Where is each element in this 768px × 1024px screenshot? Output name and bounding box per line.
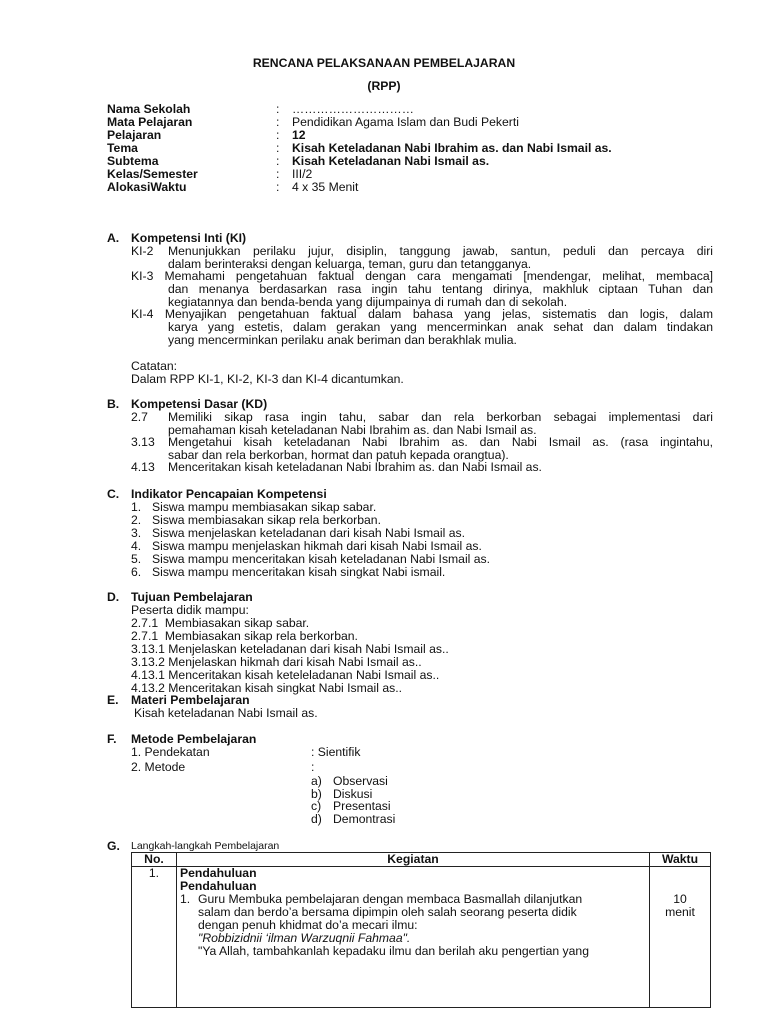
indicator-number: 1. [131, 500, 142, 514]
approach-value: : Sientifik [311, 745, 361, 759]
method-letter: a) [311, 774, 322, 788]
identity-label: Tema [107, 141, 138, 155]
objective-item: 3.13.2 Menjelaskan hikmah dari kisah Nabi Ismail as.. [131, 655, 422, 669]
identity-value: Kisah Keteladanan Nabi Ismail as. [292, 154, 490, 168]
ki3-line1: KI-3 Memahami pengetahuan faktual dengan cara mengamati [mendengar, melihat, membaca] [131, 269, 713, 283]
step-number: 1. [180, 892, 191, 906]
identity-label: Subtema [107, 154, 159, 168]
indicator-text: Siswa mampu menceritakan kisah singkat Nabi ismail. [152, 565, 446, 579]
section-f-letter: F. [107, 732, 117, 746]
section-d-heading: Tujuan Pembelajaran [131, 590, 253, 604]
header-kegiatan: Kegiatan [177, 853, 650, 867]
header-no: No. [132, 853, 177, 867]
header-waktu: Waktu [650, 853, 711, 867]
identity-value: III/2 [292, 167, 313, 181]
identity-value: 4 x 35 Menit [292, 180, 359, 194]
method-letter: c) [311, 799, 322, 813]
approach-label: 1. Pendekatan [131, 745, 210, 759]
identity-label: Mata Pelajaran [107, 115, 193, 129]
method-item: Presentasi [333, 799, 391, 813]
note-text: Dalam RPP KI-1, KI-2, KI-3 dan KI-4 dicantumkan. [131, 372, 404, 386]
waktu-value: 10 [673, 892, 687, 906]
indicator-text: Siswa membiasakan sikap rela berkorban. [152, 513, 381, 527]
identity-value: 12 [292, 128, 306, 142]
indicator-text: Siswa mampu menceritakan kisah keteladanan Nabi Ismail as. [152, 552, 491, 566]
identity-label: Pelajaran [107, 128, 162, 142]
identity-label: Kelas/Semester [107, 167, 198, 181]
section-c-letter: C. [107, 487, 120, 501]
identity-colon: : [276, 115, 280, 129]
row-kegiatan [177, 867, 650, 1008]
method-item: Observasi [333, 774, 388, 788]
table-row [132, 867, 711, 1008]
section-e-letter: E. [107, 693, 119, 707]
objective-item: 2.7.1 Membiasakan sikap rela berkorban. [131, 629, 358, 643]
step-line-4: "Robbizidnii ‘ilman Warzuqnii Fahmaa". [198, 931, 411, 945]
method-letter: b) [311, 786, 322, 801]
ki3-line3: kegiatannya dan benda-benda yang dijumpainya di rumah dan di sekolah. [168, 295, 568, 309]
ki3-line2: dan menanya berdasarkan rasa ingin tahu tentang dirinya, makhluk ciptaan Tuhan dan [168, 282, 713, 296]
step-line-3: dengan penuh khidmat do’a mecari ilmu: [198, 918, 418, 932]
row-title-1: Pendahuluan [180, 866, 257, 880]
step-1 [180, 893, 646, 958]
identity-value: ………………………… [292, 102, 414, 116]
ki2-line1: Menunjukkan perilaku jujur, disiplin, tanggung jawab, santun, peduli dan percaya diri [168, 244, 713, 258]
step-line-2: salam dan berdo’a bersama dipimpin oleh salah seorang peserta didik [198, 905, 577, 919]
kd1-line2: pemahaman kisah keteladanan Nabi Ibrahim as. dan Nabi Ismail as. [168, 423, 537, 437]
indicator-number: 5. [131, 552, 142, 566]
row-waktu [650, 867, 711, 1008]
row-title-2: Pendahuluan [180, 879, 257, 893]
page-title: RENCANA PELAKSANAAN PEMBELAJARAN [252, 56, 516, 70]
indicator-text: Siswa mampu menjelaskan hikmah dari kisah Nabi Ismail as. [152, 539, 482, 553]
section-a-letter: A. [107, 231, 120, 245]
identity-colon: : [276, 128, 280, 142]
objective-item: 2.7.1 Membiasakan sikap sabar. [131, 616, 310, 630]
section-c-heading: Indikator Pencapaian Kompetensi [131, 487, 327, 501]
method-letter: d) [311, 811, 322, 826]
section-d-letter: D. [107, 590, 120, 604]
kd3-code: 4.13 [131, 460, 155, 474]
indicator-number: 4. [131, 539, 142, 553]
waktu-unit: menit [665, 905, 695, 919]
ki2-code: KI-2 [131, 244, 154, 258]
identity-value: Pendidikan Agama Islam dan Budi Pekerti [292, 115, 519, 129]
method-item: Diskusi [333, 786, 373, 801]
section-b-heading: Kompetensi Dasar (KD) [131, 397, 268, 411]
ki4-line3: yang mencerminkan perilaku anak beriman dan berakhlak mulia. [168, 333, 517, 347]
ki4-line1: KI-4 Menyajikan pengetahuan faktual dalam bahasa yang jelas, sistematis dan logis, dalam [131, 307, 713, 321]
objective-item: 3.13.1 Menjelaskan keteladanan dari kisah Nabi Ismail as.. [131, 642, 449, 656]
identity-value: Kisah Keteladanan Nabi Ibrahim as. dan Nabi Ismail as. [292, 141, 612, 155]
section-g-letter: G. [107, 839, 120, 853]
section-d-intro: Peserta didik mampu: [131, 603, 249, 617]
identity-label: AlokasiWaktu [107, 180, 187, 194]
section-g-heading: Langkah-langkah Pembelajaran [131, 840, 280, 852]
table-header-row [132, 853, 711, 867]
identity-colon: : [276, 180, 280, 194]
ki2-line2: dalam berinteraksi dengan keluarga, teman, guru dan tetangganya. [168, 257, 532, 271]
identity-colon: : [276, 141, 280, 155]
identity-colon: : [276, 102, 280, 116]
note-label: Catatan: [131, 359, 178, 373]
objective-item: 4.13.1 Menceritakan kisah keteleladanan Nabi Ismail as.. [131, 668, 440, 682]
step-line-5: "Ya Allah, tambahkanlah kepadaku ilmu dan berilah aku pengertian yang [198, 945, 589, 958]
method-label: 2. Metode [131, 760, 186, 774]
method-colon: : [311, 760, 315, 774]
page-subtitle: (RPP) [367, 79, 401, 93]
kd1-code: 2.7 [131, 410, 148, 424]
section-a-heading: Kompetensi Inti (KI) [131, 231, 247, 245]
method-item: Demontrasi [333, 811, 396, 826]
kd2-line2: sabar dan rela berkorban, hormat dan patuh kepada orangtua). [168, 448, 509, 462]
identity-colon: : [276, 154, 280, 168]
steps-table [131, 852, 711, 1008]
indicator-number: 3. [131, 526, 142, 540]
kd2-code: 3.13 [131, 435, 155, 449]
indicator-number: 6. [131, 565, 142, 579]
indicator-text: Siswa mampu membiasakan sikap sabar. [152, 500, 377, 514]
section-e-heading: Materi Pembelajaran [131, 693, 250, 707]
kd3-line1: Menceritakan kisah keteladanan Nabi Ibrahim as. dan Nabi Ismail as. [168, 460, 542, 474]
ki4-line2: karya yang estetis, dalam gerakan yang mencerminkan anak sehat dan dalam tindakan [168, 320, 713, 334]
identity-label: Nama Sekolah [107, 102, 191, 116]
indicator-text: Siswa menjelaskan keteladanan dari kisah Nabi Ismail as. [152, 526, 465, 540]
section-b-letter: B. [107, 397, 120, 411]
objective-item: 4.13.2 Menceritakan kisah singkat Nabi Ismail as.. [131, 681, 402, 695]
step-line-1: Guru Membuka pembelajaran dengan membaca Basmallah dilanjutkan [198, 892, 583, 906]
indicator-number: 2. [131, 513, 142, 527]
kd1-line1: Memiliki sikap rasa ingin tahu, sabar dan rela berkorban sebagai implementasi dari [168, 410, 713, 424]
kd2-line1: Mengetahui kisah keteladanan Nabi Ibrahim as. dan Nabi Ismail as. (rasa ingintahu, [168, 435, 713, 449]
row-no: 1. [132, 867, 177, 1008]
identity-colon: : [276, 167, 280, 181]
section-f-heading: Metode Pembelajaran [131, 732, 257, 746]
section-e-text: Kisah keteladanan Nabi Ismail as. [134, 706, 318, 720]
